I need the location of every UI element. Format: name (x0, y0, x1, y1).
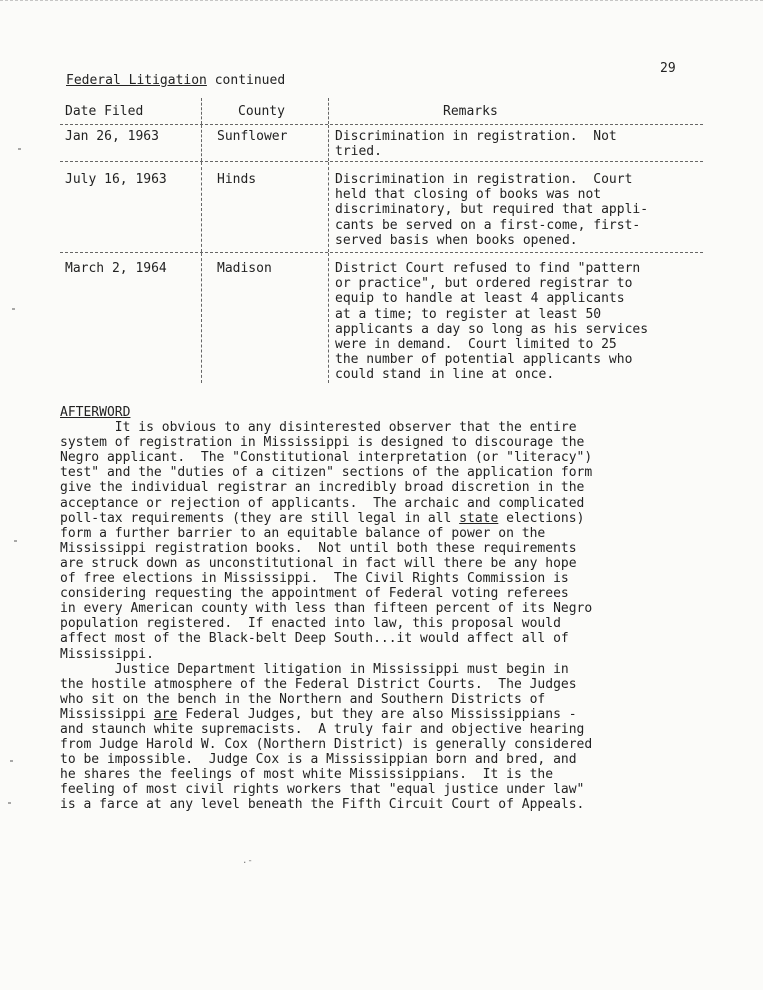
table-header-row (60, 98, 703, 125)
section-heading-title: Federal Litigation (66, 73, 207, 88)
afterword-line: It is obvious to any disinterested observer that the entire (60, 420, 577, 436)
afterword-line: who sit on the bench in the Northern and Southern Districts of (60, 691, 546, 707)
cell-remarks: District Court refused to find "pattern or practice", but ordered registrar to equip to handle at least 4 applicants at a time; to register at least 50 applicants a day so long as his services were in demand. Court limited to 25 the number of potential applicants who could stand in line at once. (328, 253, 703, 383)
afterword-line: considering requesting the appointment of Federal voting referees (60, 586, 569, 602)
afterword-line: feeling of most civil rights workers that "equal justice under law" (60, 782, 585, 798)
table-row (60, 253, 703, 383)
margin-mark (18, 148, 21, 150)
afterword-line: test" and the "duties of a citizen" sections of the application form (60, 465, 593, 481)
afterword-line: Mississippi. (60, 646, 154, 662)
afterword-line: in every American county with less than fifteen percent of its Negro (60, 601, 593, 617)
header-county: County (201, 98, 328, 124)
cell-county: Sunflower (201, 125, 328, 161)
margin-mark (12, 308, 15, 310)
afterword-line: Mississippi registration books. Not until both these requirements (60, 540, 577, 556)
afterword-line: of free elections in Mississippi. The Civil Rights Commission is (60, 571, 569, 587)
afterword-line: system of registration in Mississippi is designed to discourage the (60, 435, 585, 451)
afterword-line: are struck down as unconstitutional in fact will there be any hope (60, 555, 577, 571)
table-row (60, 125, 703, 162)
afterword-line: affect most of the Black-belt Deep South...it would affect all of (60, 631, 569, 647)
afterword-line: acceptance or rejection of applicants. The archaic and complicated (60, 495, 585, 511)
cell-county: Hinds (201, 162, 328, 252)
margin-mark (8, 802, 11, 804)
afterword-line: he shares the feelings of most white Mississippians. It is the (60, 767, 554, 783)
afterword-line: poll-tax requirements (they are still legal in all (60, 510, 460, 526)
afterword-line: and staunch white supremacists. A truly fair and objective hearing (60, 721, 585, 737)
afterword-line: the hostile atmosphere of the Federal District Courts. The Judges (60, 676, 577, 692)
section-heading-suffix: continued (206, 73, 286, 88)
cell-remarks: Discrimination in registration. Not tried. (328, 125, 703, 161)
cell-date: March 2, 1964 (65, 261, 167, 276)
afterword-line: Justice Department litigation in Mississippi must begin in (60, 661, 569, 677)
afterword-line: Federal Judges, but they are also Mississippians - (177, 706, 577, 722)
cell-date: Jan 26, 1963 (65, 129, 159, 144)
margin-mark (14, 540, 17, 542)
emphasis-state: state (459, 510, 499, 526)
emphasis-are: are (153, 706, 178, 722)
litigation-table (60, 98, 703, 383)
cell-remarks: Discrimination in registration. Court held that closing of books was not discriminatory, but required that appli- cants be served on a first-come, first- served basis when books opened. (328, 162, 703, 252)
page-number: 29 (660, 61, 676, 76)
afterword-line: Mississippi (60, 706, 154, 722)
section-heading (66, 73, 285, 88)
header-remarks: Remarks (328, 98, 703, 124)
table-row (60, 162, 703, 253)
afterword-line: give the individual registrar an incredibly broad discretion in the (60, 480, 585, 496)
afterword-line: from Judge Harold W. Cox (Northern District) is generally considered (60, 737, 593, 753)
afterword-line: elections) (498, 510, 585, 526)
afterword-section (60, 405, 700, 813)
cell-county: Madison (201, 253, 328, 383)
afterword-title: AFTERWORD (60, 405, 131, 420)
cell-date: July 16, 1963 (65, 172, 167, 187)
header-date-filed: Date Filed (65, 104, 144, 119)
scan-top-edge (0, 0, 763, 5)
afterword-line: population registered. If enacted into law, this proposal would (60, 616, 561, 632)
margin-mark (10, 760, 13, 762)
afterword-line: form a further barrier to an equitable balance of power on the (60, 525, 546, 541)
afterword-line: is a farce at any level beneath the Fifth Circuit Court of Appeals. (60, 797, 585, 813)
scan-artifact: .- (242, 856, 253, 866)
afterword-line: Negro applicant. The "Constitutional interpretation (or "literacy") (60, 450, 593, 466)
afterword-line: to be impossible. Judge Cox is a Mississippian born and bred, and (60, 752, 577, 768)
